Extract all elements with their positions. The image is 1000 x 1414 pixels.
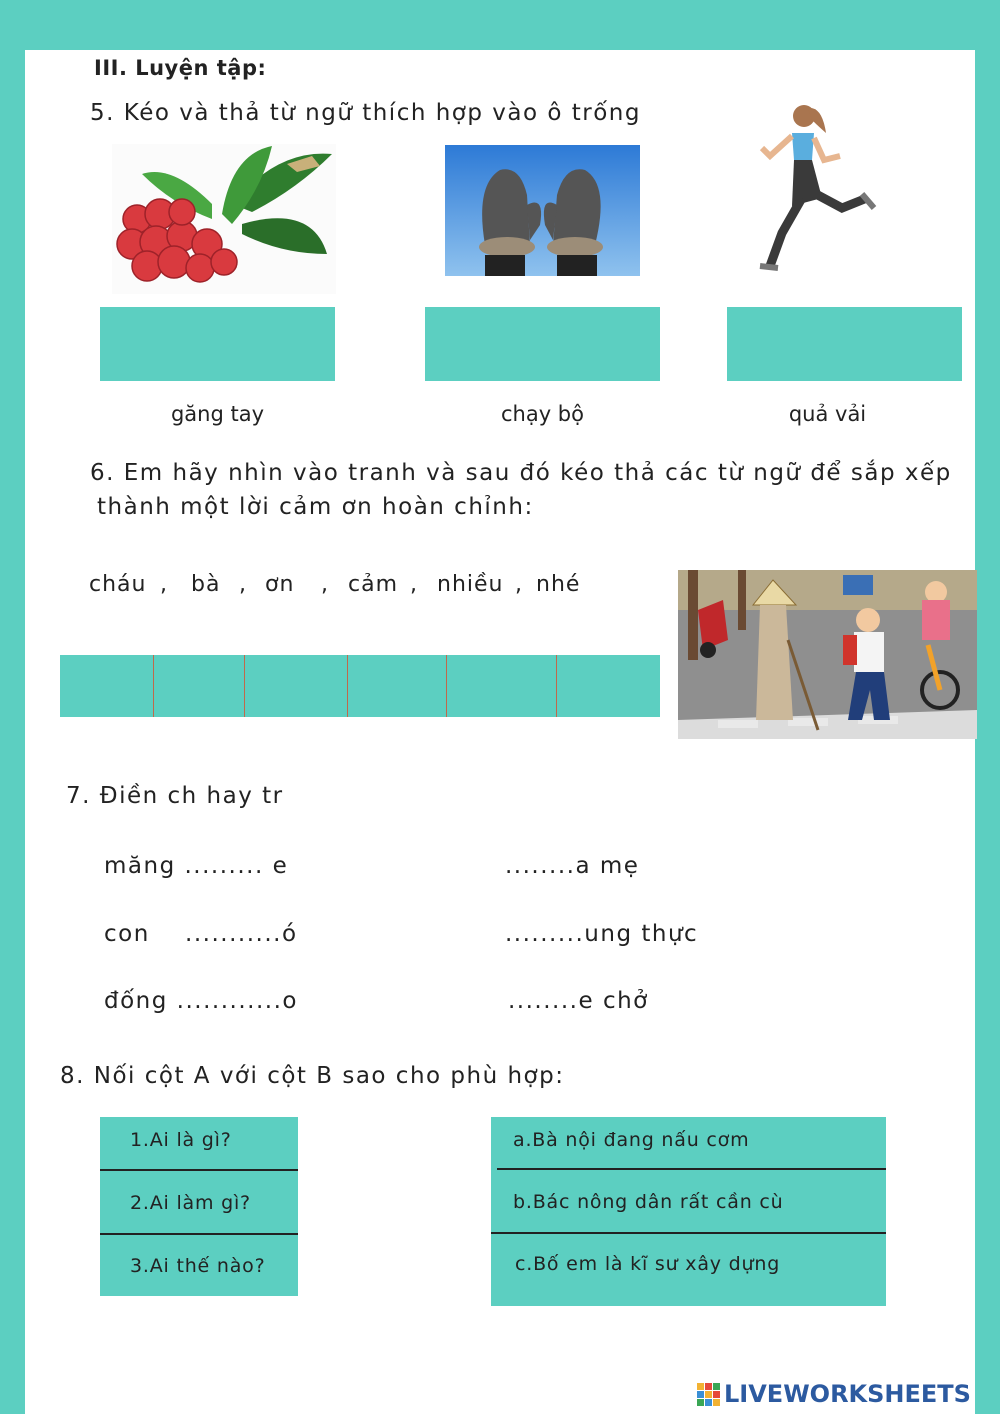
q6-prompt-line1: 6. Em hãy nhìn vào tranh và sau đó kéo thả các từ ngữ để sắp xếp	[90, 460, 952, 486]
mittens-image	[445, 145, 640, 276]
liveworksheets-logo	[697, 1380, 997, 1410]
word-chip-on[interactable]: ơn	[265, 572, 295, 597]
separator: ,	[239, 572, 247, 597]
drop-box-lychee[interactable]	[100, 307, 335, 381]
word-chip-chay-bo[interactable]: chạy bộ	[500, 402, 584, 426]
lychee-image	[112, 144, 336, 294]
column-b-item[interactable]: c.Bố em là kĩ sư xây dựng	[515, 1253, 781, 1275]
q5-prompt: 5. Kéo và thả từ ngữ thích hợp vào ô trống	[90, 100, 641, 126]
slot-divider	[556, 655, 557, 717]
separator: ,	[160, 572, 168, 597]
column-b	[491, 1117, 886, 1306]
separator: ,	[321, 572, 329, 597]
column-a-item[interactable]: 2.Ai làm gì?	[130, 1192, 251, 1214]
section-title: III. Luyện tập:	[94, 56, 267, 80]
word-chip-qua-vai[interactable]: quả vải	[788, 402, 867, 426]
fill-blank-item[interactable]: măng ......... e	[104, 853, 289, 879]
column-a-item[interactable]: 3.Ai thế nào?	[130, 1255, 266, 1277]
slot-divider	[446, 655, 447, 717]
q8-prompt: 8. Nối cột A với cột B sao cho phù hợp:	[60, 1063, 565, 1089]
column-b-item[interactable]: b.Bác nông dân rất cần cù	[513, 1191, 784, 1213]
slot-divider	[244, 655, 245, 717]
sentence-drop-bar[interactable]	[60, 655, 660, 717]
fill-blank-item[interactable]: .........ung thực	[505, 921, 699, 947]
drop-box-runner[interactable]	[727, 307, 962, 381]
separator: ,	[410, 572, 418, 597]
word-chip-ba[interactable]: bà	[191, 572, 221, 597]
row-divider	[491, 1232, 886, 1234]
row-divider	[100, 1169, 298, 1171]
drop-box-mittens[interactable]	[425, 307, 660, 381]
street-crossing-image	[678, 570, 977, 739]
row-divider	[100, 1233, 298, 1235]
column-a	[100, 1117, 298, 1296]
q7-prompt: 7. Điền ch hay tr	[66, 783, 284, 809]
word-chip-cam[interactable]: cảm	[348, 572, 399, 597]
row-divider	[497, 1168, 886, 1170]
word-chip-chau[interactable]: cháu	[89, 572, 147, 597]
q6-prompt-line2: thành một lời cảm ơn hoàn chỉnh:	[97, 494, 534, 520]
word-chip-gang-tay[interactable]: găng tay	[170, 402, 265, 426]
fill-blank-item[interactable]: ........a mẹ	[505, 853, 640, 879]
word-chip-nhieu[interactable]: nhiều	[437, 572, 504, 597]
slot-divider	[347, 655, 348, 717]
logo-blocks-icon	[697, 1383, 720, 1406]
word-chip-nhe[interactable]: nhé	[536, 572, 581, 597]
separator: ,	[515, 572, 523, 597]
fill-blank-item[interactable]: đống ............o	[104, 988, 298, 1014]
brand-name: LIVEWORKSHEETS	[724, 1380, 971, 1408]
fill-blank-item[interactable]: con ...........ó	[104, 921, 298, 947]
slot-divider	[153, 655, 154, 717]
runner-image	[742, 98, 882, 276]
column-a-item[interactable]: 1.Ai là gì?	[130, 1129, 232, 1151]
fill-blank-item[interactable]: ........e chở	[508, 988, 649, 1014]
column-b-item[interactable]: a.Bà nội đang nấu cơm	[513, 1129, 750, 1151]
